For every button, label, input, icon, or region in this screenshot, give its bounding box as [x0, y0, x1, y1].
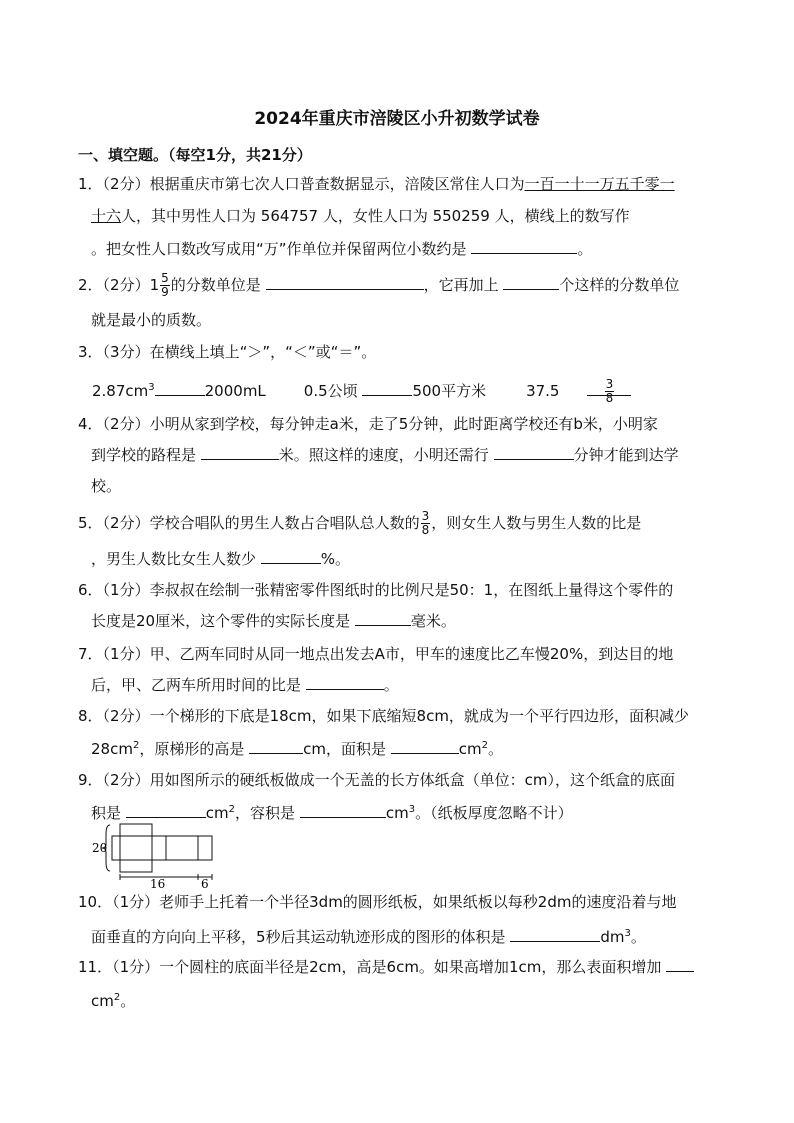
- q2-line1: 2．（2分）1 $\frac{5}{9}$ 的分数单位是 ，它再加上 个这样的分数单位: [78, 271, 680, 299]
- answer-blank[interactable]: [666, 956, 694, 972]
- q7-line2: 后，甲、乙两车所用时间的比是 。: [91, 676, 399, 694]
- answer-blank[interactable]: [355, 610, 411, 626]
- answer-blank[interactable]: [201, 444, 279, 460]
- dim-label-20: 20: [92, 841, 108, 855]
- section-heading: 一、填空题。（每空1分，共21分）: [78, 146, 312, 164]
- q9-line2: 积是 $cm^2$，容积是 $cm^3$。（纸板厚度忽略不计）: [91, 804, 573, 822]
- q8-line1: 8．（2分）一个梯形的下底是18cm，如果下底缩短8cm，就成为一个平行四边形，面积减少: [78, 707, 689, 725]
- answer-blank[interactable]: [266, 274, 424, 290]
- q4-line3: 校。: [91, 477, 122, 495]
- q4-line1: 4．（2分）小明从家到学校，每分钟走a米，走了5分钟，此时距离学校还有b米，小明家: [78, 415, 658, 433]
- q9-line1: 9．（2分）用如图所示的硬纸板做成一个无盖的长方体纸盒（单位：cm），这个纸盒的底面: [78, 771, 675, 789]
- page-title: 2024年重庆市涪陵区小升初数学试卷: [254, 109, 540, 129]
- q10-line2: 面垂直的方向向上平移，5秒后其运动轨迹形成的图形的体积是 $dm^3$。: [91, 928, 646, 946]
- answer-blank[interactable]: [391, 738, 459, 754]
- answer-blank[interactable]: [503, 274, 559, 290]
- q10-line1: 10．（1分）老师手上托着一个半径3dm的圆形纸板，如果纸板以每秒2dm的速度沿着与地: [78, 893, 677, 911]
- q1-line1: 1．（2分）根据重庆市第七次人口普查数据显示，涪陵区常住人口为一百一十一万五千零一: [78, 175, 675, 193]
- answer-blank[interactable]: [306, 674, 384, 690]
- q1-line2: 十六人，其中男性人口为 564757 人，女性人口为 550259 人，横线上的数写作: [91, 207, 630, 225]
- answer-blank[interactable]: [155, 380, 205, 396]
- q11-line1: 11．（1分）一个圆柱的底面半径是2cm，高是6cm。如果高增加1cm，那么表面积增加: [78, 956, 694, 977]
- q11-line2: $cm^2$。: [91, 992, 136, 1010]
- dim-label-16: 16: [150, 877, 166, 888]
- q3-line1: 3．（3分）在横线上填上“＞”，“＜”或“＝”。: [78, 343, 377, 361]
- answer-blank[interactable]: [249, 738, 303, 754]
- q4-line2: 到学校的路程是 米。照这样的速度，小明还需行 分钟才能到达学: [91, 446, 679, 464]
- fraction: $\frac{3}{8}$: [421, 509, 430, 537]
- q1-line3: 。把女性人口数改写成用“万”作单位并保留两位小数约是 。: [91, 240, 593, 258]
- answer-blank[interactable]: [494, 444, 574, 460]
- answer-blank[interactable]: [362, 380, 412, 396]
- answer-blank[interactable]: [510, 926, 600, 942]
- q6-line1: 6．（1分）李叔叔在绘制一张精密零件图纸时的比例尺是50：1，在图纸上量得这个零件的: [78, 581, 674, 599]
- q5-line1: 5．（2分）学校合唱队的男生人数占合唱队总人数的 $\frac{3}{8}$ ，则女生人数与男生人数的比是: [78, 509, 642, 537]
- q8-line2: $28cm^2$，原梯形的高是 cm，面积是 $cm^2$。: [91, 740, 504, 758]
- q1-underlined-number: 一百一十一万五千零一: [524, 175, 675, 193]
- q5-line2: ，男生人数比女生人数少 %。: [91, 550, 351, 568]
- box-net-diagram: [92, 822, 222, 892]
- fraction: $\frac{5}{9}$: [161, 271, 169, 299]
- answer-blank[interactable]: [471, 238, 577, 254]
- q2-line2: 就是最小的质数。: [91, 311, 212, 329]
- answer-blank[interactable]: [126, 802, 206, 818]
- q6-line2: 长度是20厘米，这个零件的实际长度是 毫米。: [91, 612, 456, 630]
- dim-label-6: 6: [201, 877, 209, 888]
- answer-blank[interactable]: [300, 802, 386, 818]
- fraction: $\frac{3}{8}$: [605, 377, 614, 405]
- answer-blank[interactable]: [261, 548, 321, 564]
- q7-line1: 7．（1分）甲、乙两车同时从同一地点出发去A市，甲车的速度比乙车慢20%，到达目的地: [78, 645, 674, 663]
- q3-line2: $2.87cm^3$ 2000mL 0.5公顷 500平方米 37.5 $\frac{3}{8}$: [92, 378, 632, 405]
